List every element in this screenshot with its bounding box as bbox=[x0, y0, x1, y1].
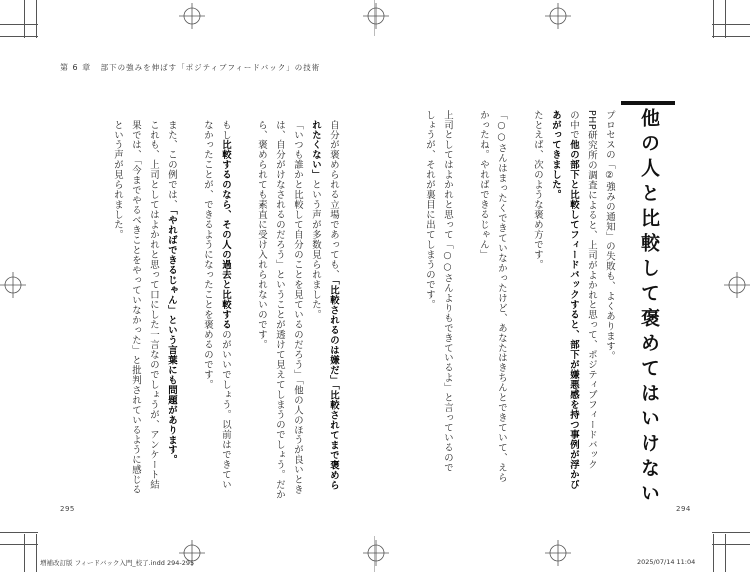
right-page-body bbox=[420, 110, 618, 490]
title-rule bbox=[621, 101, 675, 105]
text-line bbox=[582, 110, 600, 490]
running-header bbox=[60, 62, 320, 73]
chapter-label: 第 6 章 bbox=[60, 63, 92, 72]
text-segment: 上司としてはよかれと思って「○○さんよりもできているよ」と言っているので bbox=[442, 110, 453, 473]
text-line bbox=[546, 110, 564, 490]
text-line bbox=[144, 120, 162, 500]
text-line bbox=[510, 110, 528, 490]
text-segment: は、自分がけなされるのだろう」ということが透けて見えてしまうのでしょう。だか bbox=[274, 120, 285, 500]
text-segment: プロセスの「②強みの通知」の失敗も、よくあります。 bbox=[604, 110, 615, 362]
bold-text: れたくない」 bbox=[310, 120, 321, 180]
page-number: 294 bbox=[676, 505, 691, 513]
bold-text: 「やればできるじゃん」という言葉にも問題があります。 bbox=[166, 209, 177, 465]
text-line bbox=[600, 110, 618, 490]
text-segment: なかったことが、できるようになったことを褒めるのです。 bbox=[202, 120, 213, 390]
text-line bbox=[252, 120, 270, 500]
text-segment: また、この例では、 bbox=[166, 120, 177, 210]
bold-text: あがってきました。 bbox=[550, 110, 561, 200]
text-line bbox=[126, 120, 144, 500]
text-line bbox=[270, 120, 288, 500]
crop-mark bbox=[0, 36, 38, 37]
text-line bbox=[234, 120, 252, 500]
left-page-body bbox=[108, 120, 342, 500]
crop-mark bbox=[36, 534, 37, 572]
crop-mark bbox=[713, 534, 714, 572]
bold-text: 他の部下と比較してフィードバックすると、部下が嫌悪感を持つ事例が浮かび bbox=[568, 139, 579, 490]
crop-mark bbox=[712, 544, 750, 545]
text-segment: しょうが、それが裏目に出てしまうのです。 bbox=[424, 110, 435, 310]
text-line bbox=[420, 110, 438, 490]
text-line bbox=[474, 110, 492, 490]
text-segment: という声が見られました。 bbox=[112, 120, 123, 240]
registration-mark-icon bbox=[363, 540, 389, 566]
registration-mark-icon bbox=[545, 540, 571, 566]
crop-mark bbox=[725, 0, 726, 38]
text-line bbox=[216, 120, 234, 500]
text-line bbox=[438, 110, 456, 490]
text-line bbox=[564, 110, 582, 490]
text-line bbox=[180, 120, 198, 500]
page-number: 295 bbox=[60, 505, 75, 513]
text-segment: ら、褒められても素直に受け入れられないのです。 bbox=[256, 120, 267, 350]
text-line bbox=[108, 120, 126, 500]
crop-mark bbox=[0, 544, 38, 545]
registration-mark-icon bbox=[363, 3, 389, 29]
crop-mark bbox=[0, 24, 38, 25]
text-line bbox=[528, 110, 546, 490]
text-segment: の中で bbox=[568, 110, 579, 140]
text-line bbox=[288, 120, 306, 500]
text-segment: 果では、「今までやるべきことをやっていなかった」と批判されているように感じる bbox=[130, 120, 141, 495]
text-line bbox=[162, 120, 180, 500]
text-segment: 自分が褒められる立場であっても、 bbox=[328, 120, 339, 280]
text-segment: 「いつも誰かと比較して自分のことを見ているのだろう」「他の人のほうが良いとき bbox=[292, 120, 303, 495]
text-line bbox=[456, 110, 474, 490]
text-segment: のがいいでしょう。以前はできてい bbox=[220, 329, 231, 490]
section-title: 他の人と比較して褒めてはいけない bbox=[638, 108, 660, 508]
timestamp-footer: 2025/07/14 11:04 bbox=[637, 558, 696, 566]
crop-mark bbox=[712, 532, 750, 533]
bold-text: 比較するのなら、その人の過去と比較する bbox=[220, 139, 231, 330]
bold-text: 「比較されるのは嫌だ」「比較されてまで褒めら bbox=[328, 279, 339, 491]
crop-mark bbox=[24, 534, 25, 572]
text-segment: という声が多数見られました。 bbox=[310, 179, 321, 320]
text-segment: これも、上司としてはよかれと思って口にした一言なのでしょうが、アンケート結 bbox=[148, 120, 159, 490]
crop-mark bbox=[0, 532, 38, 533]
registration-mark-icon bbox=[179, 3, 205, 29]
registration-mark-icon bbox=[724, 272, 750, 298]
crop-mark bbox=[24, 0, 25, 38]
text-segment: 「○○さんはまったくできていなかったけど、あなたはきちんとできていて、えら bbox=[496, 110, 507, 483]
text-segment: PHP研究所の調査によると、上司がよかれと思って、ポジティブフィードバック bbox=[586, 110, 597, 470]
text-segment: たとえば、次のような褒め方です。 bbox=[532, 110, 543, 270]
chapter-title: 部下の強みを伸ばす「ポジティブフィードバック」の技術 bbox=[100, 63, 321, 72]
registration-mark-icon bbox=[0, 272, 26, 298]
file-footer: 増補改訂版 フィードバック入門_校了.indd 294-295 bbox=[40, 559, 195, 567]
crop-mark bbox=[712, 36, 750, 37]
text-segment: もし bbox=[220, 120, 231, 140]
crop-mark bbox=[36, 0, 37, 38]
crop-mark bbox=[725, 534, 726, 572]
registration-mark-icon bbox=[545, 3, 571, 29]
crop-mark bbox=[712, 24, 750, 25]
text-line bbox=[306, 120, 324, 500]
text-segment: かったね。やればできるじゃん」 bbox=[478, 110, 489, 260]
text-line bbox=[492, 110, 510, 490]
text-line bbox=[324, 120, 342, 500]
crop-mark bbox=[713, 0, 714, 38]
text-line bbox=[198, 120, 216, 500]
